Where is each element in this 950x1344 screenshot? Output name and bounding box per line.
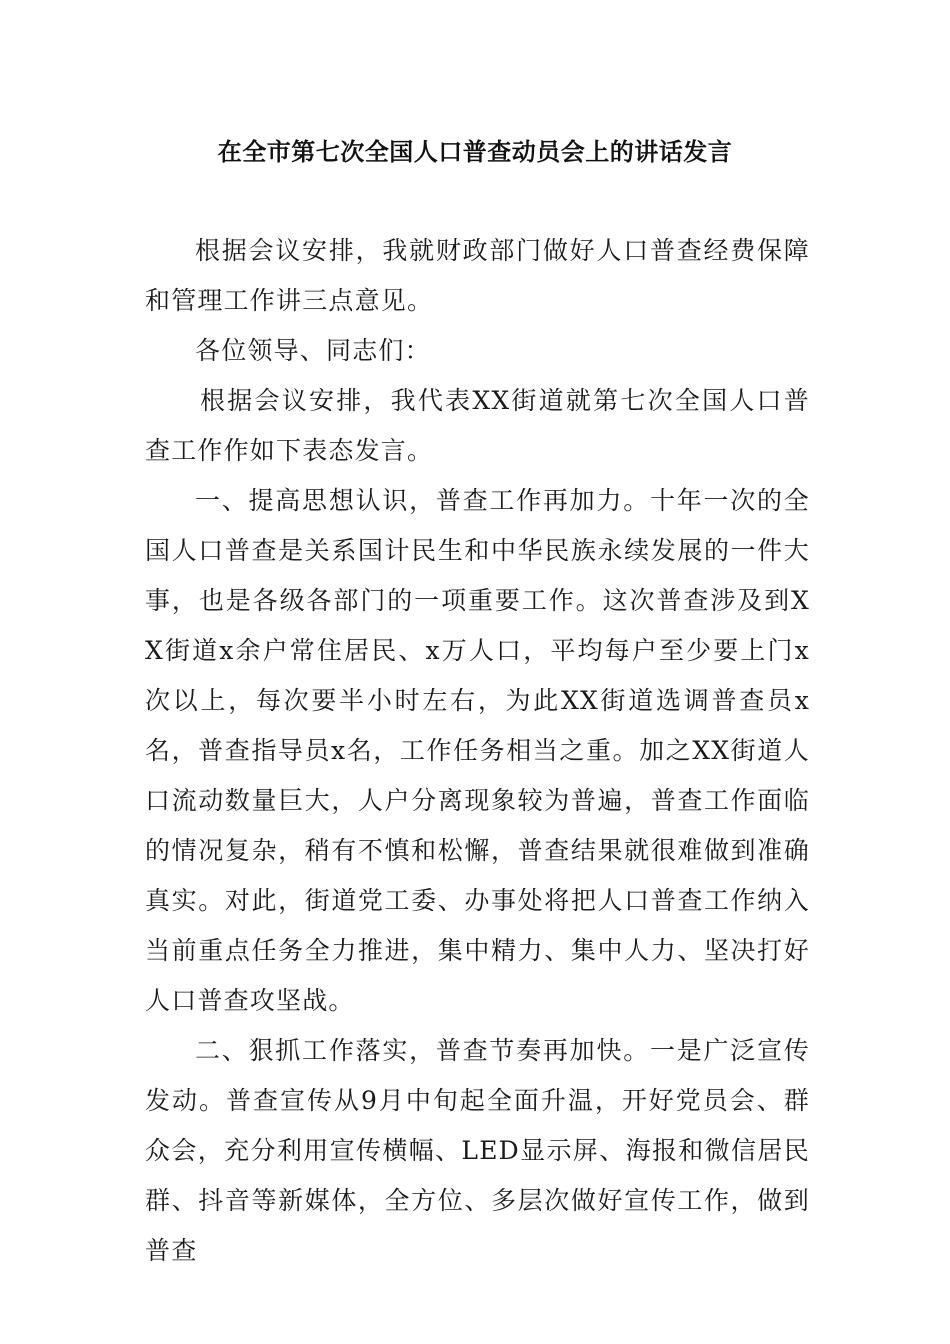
paragraph-opening: 根据会议安排，我代表XX街道就第七次全国人口普查工作作如下表态发言。 — [145, 386, 810, 465]
paragraph-salutation: 各位领导、同志们： — [195, 336, 431, 365]
document-title: 在全市第七次全国人口普查动员会上的讲话发言 — [217, 138, 733, 166]
paragraph-intro: 根据会议安排，我就财政部门做好人口普查经费保障和管理工作讲三点意见。 — [145, 236, 810, 315]
paragraph-point-two: 二、狠抓工作落实，普查节奏再加快。一是广泛宣传发动。普查宣传从9月中旬起全面升温，开好党员会、群众会，充分利用宣传横幅、LED显示屏、海报和微信居民群、抖音等新媒体，全方位、多层次做好宣传工作，做到普查 — [145, 1036, 810, 1265]
document-body — [145, 226, 810, 1276]
paragraph-point-one: 一、提高思想认识，普查工作再加力。十年一次的全国人口普查是关系国计民生和中华民族永续发展的一件大事，也是各级各部门的一项重要工作。这次普查涉及到XX街道x余户常住居民、x万人口，平均每户至少要上门x次以上，每次要半小时左右，为此XX街道选调普查员x名，普查指导员x名，工作任务相当之重。加之XX街道人口流动数量巨大，人户分离现象较为普遍，普查工作面临的情况复杂，稍有不慎和松懈，普查结果就很难做到准确真实。对此，街道党工委、办事处将把人口普查工作纳入当前重点任务全力推进，集中精力、集中人力、坚决打好人口普查攻坚战。 — [145, 486, 810, 1015]
